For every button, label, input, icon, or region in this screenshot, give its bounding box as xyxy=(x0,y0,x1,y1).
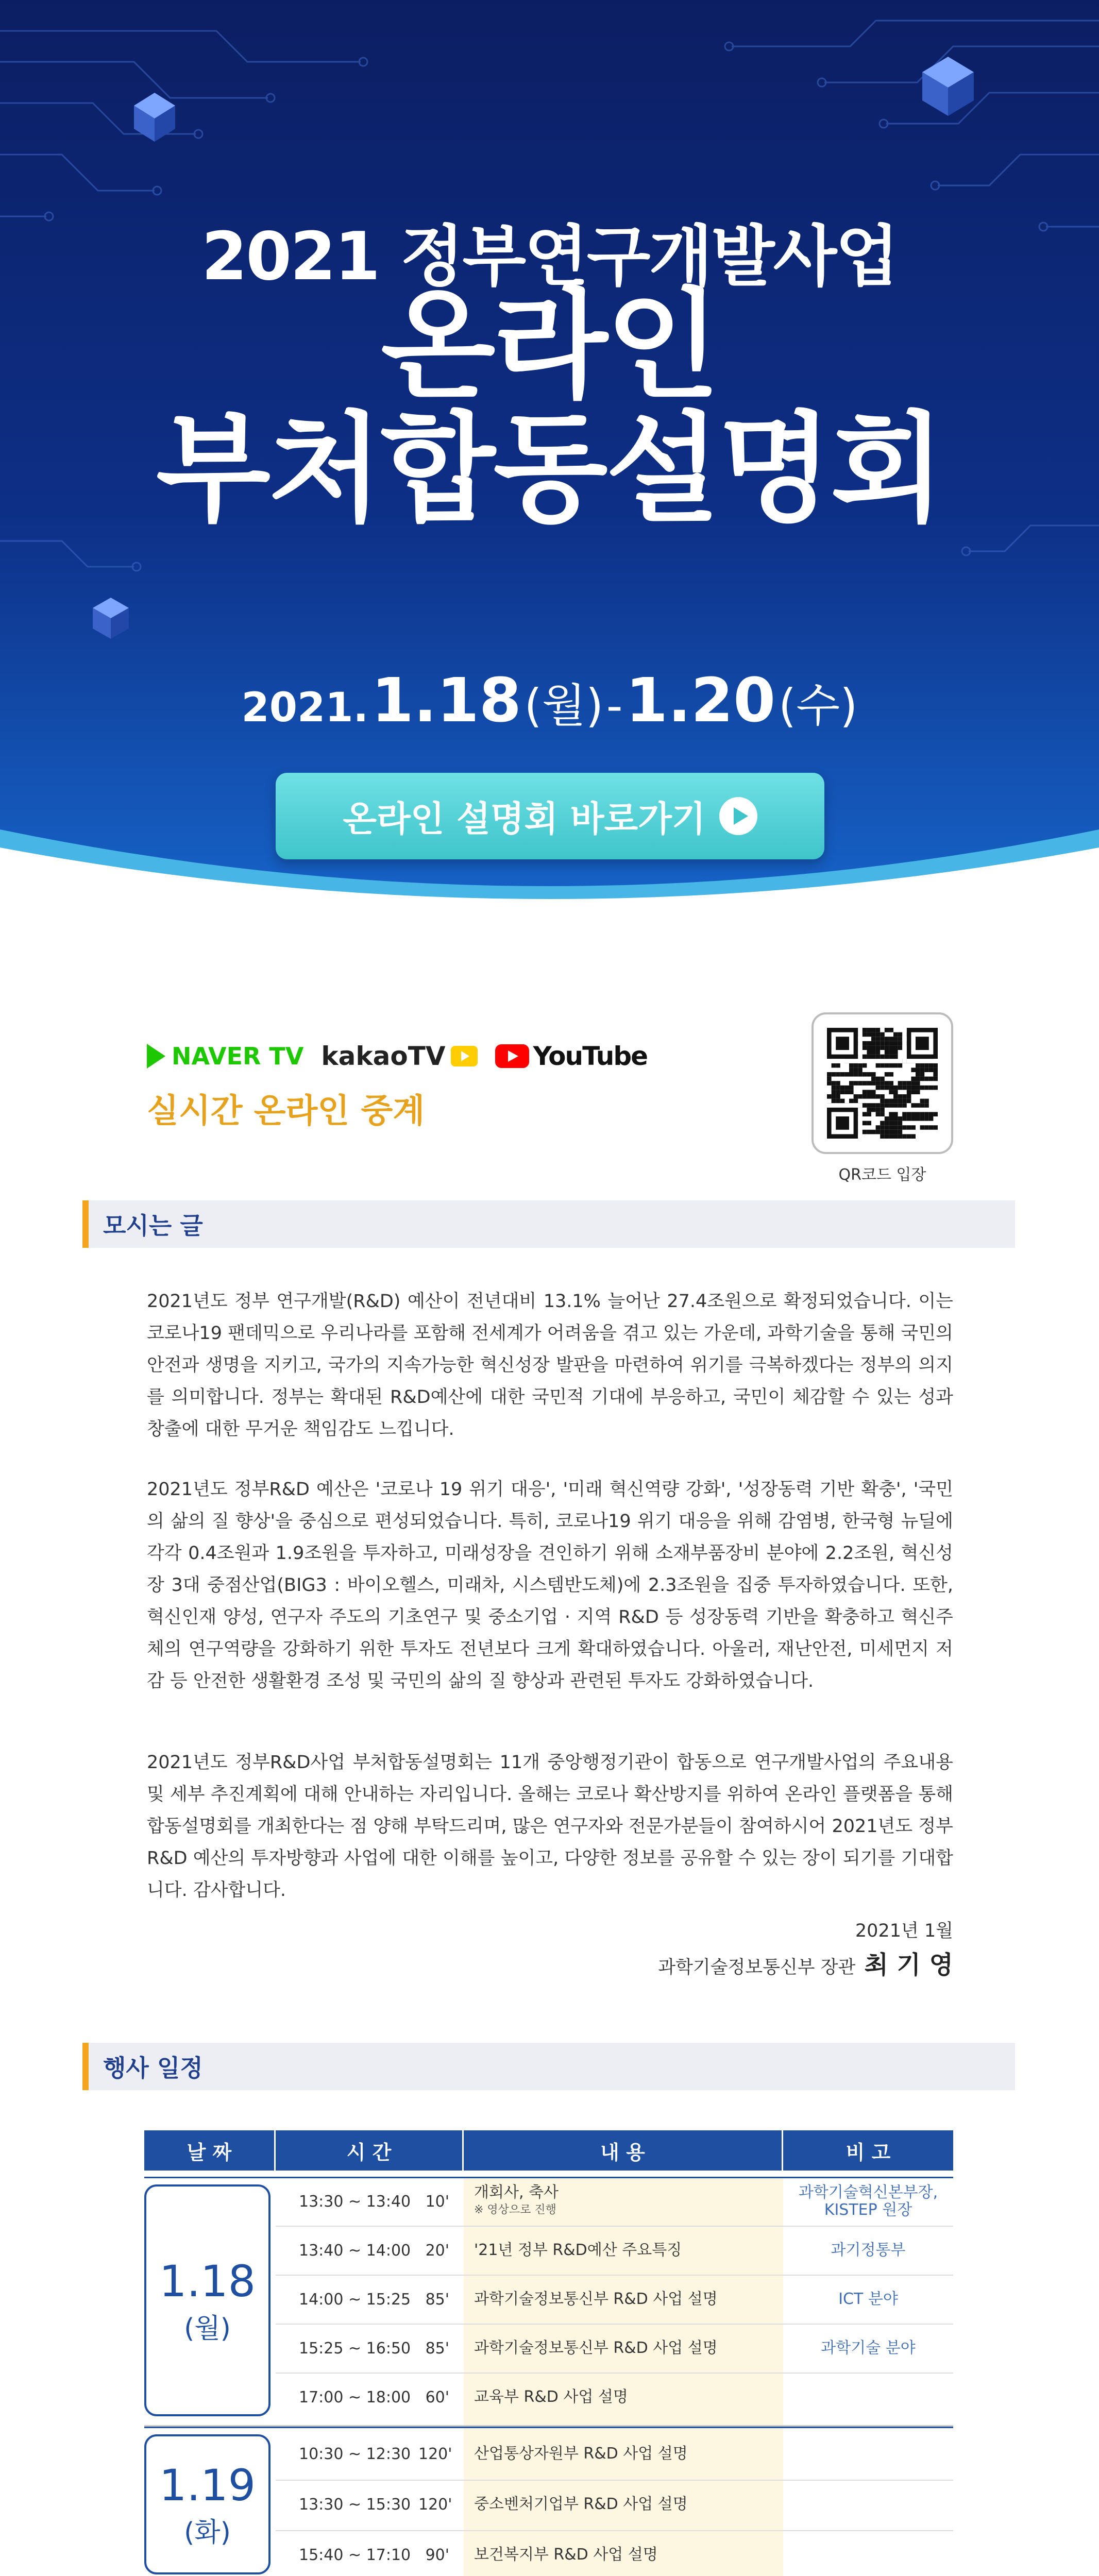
row-time: 15:40 ~ 17:10 xyxy=(299,2546,411,2564)
greeting-paragraph-3: 2021년도 정부R&D사업 부처합동설명회는 11개 중앙행정기관이 합동으로 연구개발사업의 주요내용 및 세부 추진계획에 대해 안내하는 자리입니다. 올해는 코로나 확산방지를 위하여 온라인 플랫폼을 통해 합동설명회를 개최한다는 점 양해 부탁드리며, 많은 연구자와 전문가분들이 참여하시어 2021년도 정부R&D 예산의 투자방향과 사업에 대한 이해를 높이고, 다양한 정보를 공유할 수 있는 장이 되기를 기대합니다. 감사합니다. xyxy=(147,1752,953,1901)
table-row xyxy=(144,2227,953,2274)
row-content: 교육부 R&D 사업 설명 xyxy=(474,2388,628,2406)
day-weekday: (화) xyxy=(184,2517,231,2548)
col-header-remark: 비 고 xyxy=(846,2141,891,2164)
row-content: '21년 정부 R&D예산 주요특징 xyxy=(474,2241,682,2259)
col-header-date: 날 짜 xyxy=(144,2130,276,2171)
row-content: 과학기술정보통신부 R&D 사업 설명 xyxy=(474,2290,718,2308)
table-row xyxy=(144,2178,953,2225)
play-icon xyxy=(719,797,757,835)
date-end-weekday: (수) xyxy=(778,679,858,732)
row-duration: 85' xyxy=(425,2339,449,2358)
row-time: 15:25 ~ 16:50 xyxy=(299,2339,411,2358)
day-date: 1.19 xyxy=(159,2460,256,2511)
date-start-weekday: (월) xyxy=(524,679,604,732)
date-separator: - xyxy=(606,679,623,732)
row-time: 10:30 ~ 12:30 xyxy=(299,2445,411,2463)
live-stream-title: 실시간 온라인 중계 xyxy=(147,1092,425,1130)
greeting-section-title: 모시는 글 xyxy=(103,1212,203,1240)
online-briefing-button-label: 온라인 설명회 바로가기 xyxy=(343,799,706,840)
schedule-day-2 xyxy=(144,2427,953,2576)
qr-code-caption: QR코드 입장 xyxy=(838,1166,926,1184)
row-time: 13:30 ~ 13:40 xyxy=(299,2192,411,2211)
table-row xyxy=(144,2532,953,2576)
naver-tv-logo[interactable] xyxy=(147,1042,303,1070)
row-content: 보건복지부 R&D 사업 설명 xyxy=(474,2546,658,2564)
row-content: 중소벤처기업부 R&D 사업 설명 xyxy=(474,2495,688,2513)
schedule-section-title: 행사 일정 xyxy=(103,2054,203,2082)
col-header-time: 시 간 xyxy=(276,2130,464,2171)
event-date xyxy=(0,665,1099,736)
naver-play-icon xyxy=(147,1044,165,1069)
row-duration: 90' xyxy=(425,2546,449,2564)
cube-decoration-2 xyxy=(922,57,974,116)
row-remark: 과학기술 분야 xyxy=(821,2339,916,2357)
youtube-label: YouTube xyxy=(533,1041,648,1071)
row-time: 17:00 ~ 18:00 xyxy=(299,2388,411,2406)
greeting-paragraph-1: 2021년도 정부 연구개발(R&D) 예산이 전년대비 13.1% 늘어난 27.4조원으로 확정되었습니다. 이는 코로나19 팬데믹으로 우리나라를 포함해 전세계가 어려움을 겪고 있는 가운데, 과학기술을 통해 국민의 안전과 생명을 지키고, 국가의 지속가능한 혁신성장 발판을 마련하여 위기를 극복하겠다는 정부의 의지를 의미합니다. 정부는 확대된 R&D예산에 대한 국민적 기대에 부응하고, 국민이 체감할 수 있는 성과 창출에 대한 무거운 책임감도 느낍니다. xyxy=(147,1291,953,1439)
row-time: 13:30 ~ 15:30 xyxy=(299,2495,411,2514)
kakao-tv-label: kakaoTV xyxy=(321,1041,446,1071)
schedule-day-1 xyxy=(144,2177,953,2427)
kakao-play-icon xyxy=(451,1046,478,1066)
row-content: 과학기술정보통신부 R&D 사업 설명 xyxy=(474,2339,718,2357)
schedule-section-header xyxy=(82,2043,1015,2090)
greeting-paragraph-2: 2021년도 정부R&D 예산은 '코로나 19 위기 대응', '미래 혁신역량 강화', '성장동력 기반 확충', '국민의 삶의 질 향상'을 중심으로 편성되었습니다. 특히, 코로나19 위기 대응을 위해 감염병, 한국형 뉴딜에 각각 0.4조원과 1.9조원을 투자하고, 미래성장을 견인하기 위해 소재부품장비 분야에 2.2조원, 혁신성장 3대 중점산업(BIG3 : 바이오헬스, 미래차, 시스템반도체)에 2.3조원을 집중 투자하였습니다. 또한, 혁신인재 양성, 연구자 주도의 기초연구 및 중소기업 · 지역 R&D 등 성장동력 기반을 확충하고 혁신주체의 연구역량을 강화하기 위한 투자도 전년보다 크게 확대하였습니다. 아울러, 재난안전, 미세먼지 저감 등 안전한 생활환경 조성 및 국민의 삶의 질 향상과 관련된 투자도 강화하였습니다. xyxy=(147,1479,953,1691)
date-end: 1.20 xyxy=(625,665,776,736)
signer-title: 과학기술정보통신부 장관 xyxy=(658,1957,856,1978)
row-remark: 과학기술혁신본부장, KISTEP 원장 xyxy=(798,2183,938,2219)
table-row xyxy=(144,2276,953,2323)
schedule-table-header xyxy=(144,2130,953,2171)
table-row xyxy=(144,2481,953,2528)
youtube-play-icon xyxy=(495,1044,529,1068)
row-content-note: ※ 영상으로 진행 xyxy=(474,2204,556,2216)
naver-tv-label: NAVER TV xyxy=(172,1042,304,1070)
online-briefing-button[interactable] xyxy=(276,773,824,859)
qr-code-icon xyxy=(827,1028,938,1139)
row-duration: 85' xyxy=(425,2290,449,2309)
hero-title-line1: 2021 정부연구개발사업 xyxy=(201,218,898,295)
youtube-logo[interactable] xyxy=(495,1041,647,1071)
letter-date: 2021년 1월 xyxy=(855,1921,953,1941)
row-time: 14:00 ~ 15:25 xyxy=(299,2290,411,2309)
table-row xyxy=(144,2325,953,2371)
date-start: 1.18 xyxy=(371,665,521,736)
date-year: 2021. xyxy=(241,685,369,731)
kakao-tv-logo[interactable] xyxy=(321,1041,477,1071)
table-row xyxy=(144,2374,953,2420)
qr-code[interactable] xyxy=(811,1012,953,1154)
day-weekday: (월) xyxy=(184,2313,231,2344)
col-header-content: 내 용 xyxy=(464,2130,783,2171)
row-remark: 과기정통부 xyxy=(831,2241,906,2259)
signer-name: 최 기 영 xyxy=(864,1951,953,1979)
row-duration: 120' xyxy=(418,2445,452,2463)
row-content-text: 개회사, 축사 xyxy=(474,2183,559,2201)
row-duration: 60' xyxy=(425,2388,449,2406)
signature xyxy=(147,1945,953,1980)
hero-title-line2: 온라인 xyxy=(381,277,718,415)
row-remark: ICT 분야 xyxy=(838,2290,898,2308)
greeting-section-header xyxy=(82,1200,1015,1248)
day-date: 1.18 xyxy=(159,2256,256,2307)
row-time: 13:40 ~ 14:00 xyxy=(299,2241,411,2260)
row-content: 산업통상자원부 R&D 사업 설명 xyxy=(474,2445,688,2463)
cube-decoration-3 xyxy=(93,598,129,639)
streaming-platform-logos xyxy=(147,1036,665,1077)
row-duration: 20' xyxy=(425,2241,449,2260)
table-row xyxy=(144,2431,953,2477)
row-duration: 120' xyxy=(418,2495,452,2514)
hero-title-line3: 부처합동설명회 xyxy=(156,401,943,538)
row-duration: 10' xyxy=(425,2192,449,2211)
